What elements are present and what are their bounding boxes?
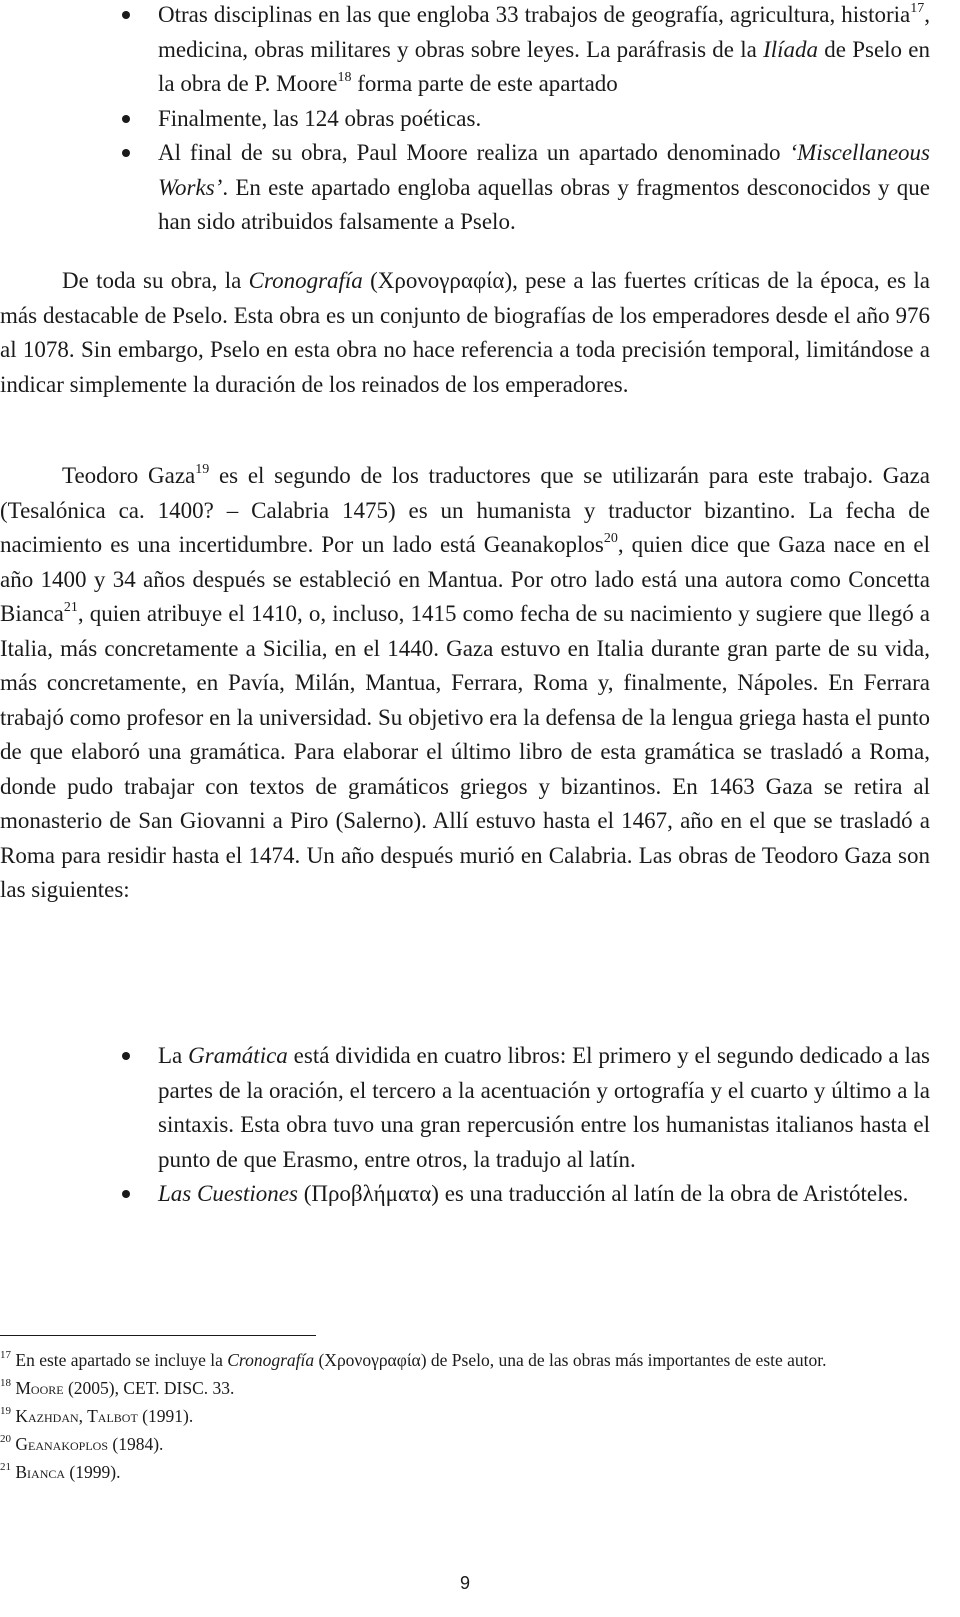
list-item: La Gramática está dividida en cuatro libros: El primero y el segundo dedicado a las partes de la oración, el tercero a la acentuación y ortografía y el cuarto y último a la sintaxis. Esta obra tuvo una gran repercusión entre los humanistas italianos hasta el punto de que Erasmo, entre otros, la tradujo al latín. (118, 1039, 930, 1177)
footnote-ref[interactable]: 19 (195, 462, 210, 477)
footnote-ref[interactable]: 21 (63, 600, 78, 615)
footnote: $^{20}$ Geanakoplos (1984). (0, 1433, 164, 1454)
footnote-ref[interactable]: 20 (603, 531, 618, 546)
footnote-ref[interactable]: 18 (337, 70, 352, 85)
footnote-ref[interactable]: 17 (910, 1, 925, 16)
footnote-separator (0, 1335, 316, 1336)
list-item: Otras disciplinas en las que engloba 33 trabajos de geografía, agricultura, historia$^{17}$, medicina, obras militares y obras sobre leyes. La paráfrasis de la Ilíada de Pselo en la obra de P. Moore$^{18}$ forma parte de este apartado (118, 0, 930, 102)
footnote: $^{17}$ En este apartado se incluye la Cronografía (Χρονογραφία) de Pselo, una de las obras más importantes de este autor. (0, 1349, 827, 1370)
footnote: $^{21}$ Bianca (1999). (0, 1461, 121, 1482)
footnote: $^{18}$ Moore (2005), CET. DISC. 33. (0, 1377, 235, 1398)
footnotes (0, 1346, 930, 1486)
list-item: Las Cuestiones (Προβλήματα) es una traducción al latín de la obra de Aristóteles. (118, 1177, 930, 1212)
paragraph-cronografia: De toda su obra, la Cronografía (Χρονογραφία), pese a las fuertes críticas de la época, es la más destacable de Pselo. Esta obra es un conjunto de biografías de los emperadores desde el año 976 al 1078. Sin embargo, Pselo en esta obra no hace referencia a toda precisión temporal, limitándose a indicar simplemente la duración de los reinados de los emperadores. (0, 268, 930, 397)
page-number: 9 (459, 1573, 470, 1593)
works-list-top (118, 0, 930, 240)
list-item: Al final de su obra, Paul Moore realiza un apartado denominado ‘Miscellaneous Works’. En este apartado engloba aquellas obras y fragmentos desconocidos y que han sido atribuidos falsamente a Pselo. (118, 136, 930, 240)
footnote: $^{19}$ Kazhdan, Talbot (1991). (0, 1405, 194, 1426)
list-item: Finalmente, las 124 obras poéticas. (118, 102, 930, 137)
paragraph-teodoro-gaza: Teodoro Gaza$^{19}$ es el segundo de los traductores que se utilizarán para este trabajo. Gaza (Tesalónica ca. 1400? – Calabria 1475) es un humanista y traductor bizantino. La fecha de nacimiento es una incertidumbre. Por un lado está Geanakoplos$^{20}$, quien dice que Gaza nace en el año 1400 y 34 años después se estableció en Mantua. Por otro lado está una autora como Concetta Bianca$^{21}$, quien atribuye el 1410, o, incluso, 1415 como fecha de su nacimiento y sugiere que llegó a Italia, más concretamente a Sicilia, en el 1440. Gaza estuvo en Italia durante gran parte de su vida, más concretamente, en Pavía, Milán, Mantua, Ferrara, Roma y, finalmente, Nápoles. En Ferrara trabajó como profesor en la universidad. Su objetivo era la defensa de la lengua griega hasta el punto de que elaboró una gramática. Para elaborar el último libro de esta gramática se trasladó a Roma, donde pudo trabajar con textos de gramáticos griegos y bizantinos. En 1463 Gaza se retira al monasterio de San Giovanni a Piro (Salerno). Allí estuvo hasta el 1467, año en el que se trasladó a Roma para residir hasta el 1474. Un año después murió en Calabria. Las obras de Teodoro Gaza son las siguientes: (0, 462, 931, 902)
works-list-gaza (118, 1039, 930, 1212)
